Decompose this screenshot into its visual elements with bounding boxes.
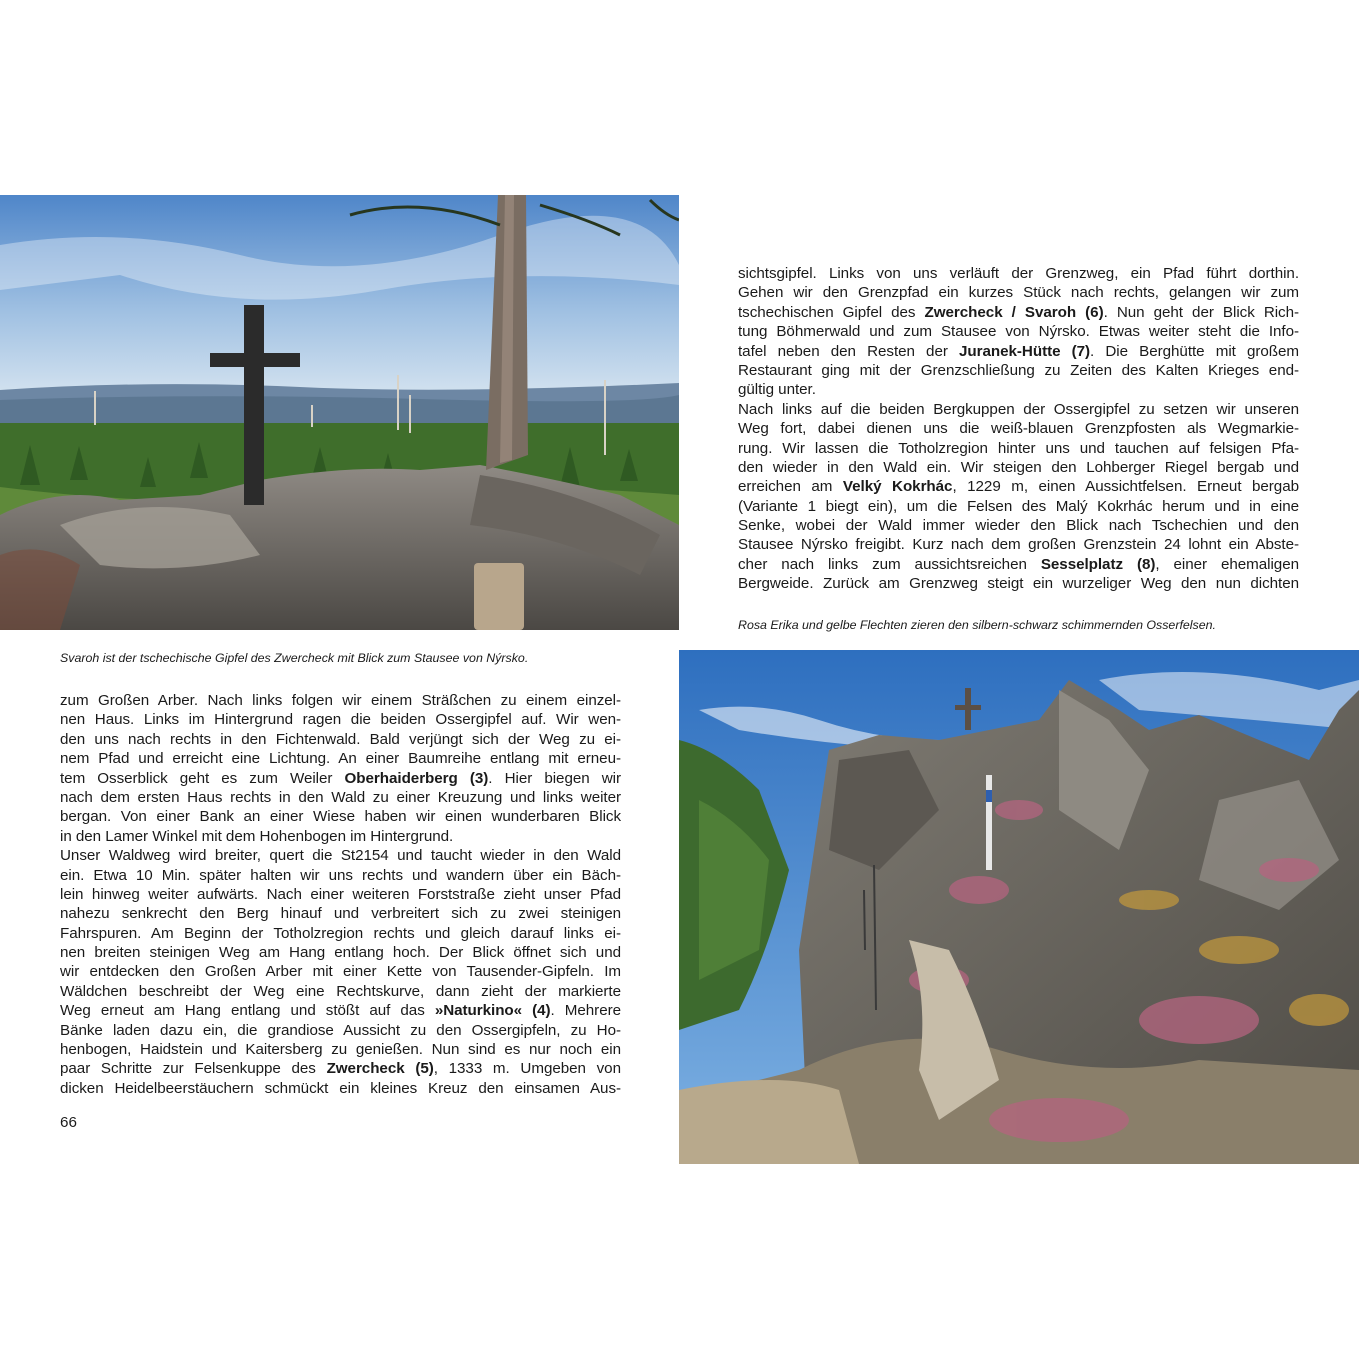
text-run: Fahrspuren. Am Beginn der Totholzregion rechts und gleich darauf links ei- <box>60 924 621 942</box>
text-line <box>60 943 621 962</box>
text-line <box>738 535 1299 554</box>
photo-summit-cross <box>0 195 679 630</box>
bold-waypoint-label: Zwercheck / Svaroh (6) <box>924 303 1104 321</box>
body-text-right-column <box>738 264 1299 594</box>
text-run: Wäldchen beschreibt der Weg eine Rechtskurve, dann zieht der markierte <box>60 982 621 1000</box>
text-run: Restaurant ging mit der Grenzschließung zu Zeiten des Kalten Krieges end- <box>738 361 1299 379</box>
text-run: Bänke laden dazu ein, die grandiose Aussicht zu den Ossergipfeln, zu Ho- <box>60 1021 621 1039</box>
text-line <box>738 477 1299 496</box>
bold-waypoint-label: Juranek-Hütte (7) <box>959 342 1091 360</box>
text-line <box>60 1040 621 1059</box>
text-run: Senke, wobei der Wald immer wieder den Blick nach Tschechien und den <box>738 517 1299 535</box>
bold-waypoint-label: »Naturkino« (4) <box>434 1002 551 1020</box>
text-line <box>60 1021 621 1040</box>
text-run: nach dem ersten Haus rechts in den Wald zu einer Kreuzung und links weiter <box>60 788 621 806</box>
text-line <box>738 283 1299 302</box>
text-run: nahezu senkrecht den Berg hinauf und verbreitert sich zu zwei steinigen <box>60 905 621 923</box>
text-run: . Nun geht der Blick Rich- <box>1103 303 1299 321</box>
text-line <box>60 982 621 1001</box>
text-line <box>738 264 1299 283</box>
body-text-left-column <box>60 691 621 1098</box>
bold-waypoint-label: Zwercheck (5) <box>326 1060 434 1078</box>
text-run: nem Pfad und erreicht eine Lichtung. An einer Baumreihe entlang mit erneu- <box>60 750 621 768</box>
text-run: Bergweide. Zurück am Grenzweg steigt ein wurzeliger Weg den nun dichten <box>738 575 1299 593</box>
text-run: den uns nach rechts in den Fichtenwald. Bald verjüngt sich der Weg zu ei- <box>60 730 621 748</box>
text-run: , 1333 m. Umgeben von <box>433 1060 621 1078</box>
photo-caption-right: Rosa Erika und gelbe Flechten zieren den silbern-schwarz schimmernden Osserfelsen. <box>738 618 1216 632</box>
text-run: lein hinweg weiter aufwärts. Nach einer weiteren Forststraße zieht unser Pfad <box>60 885 621 903</box>
text-run: dicken Heidelbeerstäuchern schmückt ein kleines Kreuz den einsamen Aus- <box>60 1079 621 1097</box>
text-run: henbogen, Haidstein und Kaitersberg zu genießen. Nun sind es nur noch ein <box>60 1041 621 1059</box>
page-number: 66 <box>60 1114 77 1131</box>
photo-caption-left: Svaroh ist der tschechische Gipfel des Zwercheck mit Blick zum Stausee von Nýrsko. <box>60 651 529 665</box>
text-line <box>60 691 621 710</box>
text-run: tung Böhmerwald und zum Stausee von Nýrsko. Etwas weiter steht die Info- <box>738 323 1299 341</box>
text-line <box>738 497 1299 516</box>
photo-osser-rocks <box>679 650 1359 1164</box>
text-line <box>738 342 1299 361</box>
text-line <box>60 962 621 981</box>
text-run: Weg fort, dabei dienen uns die weiß-blauen Grenzpfosten als Wegmarkie- <box>738 420 1299 438</box>
text-line <box>60 885 621 904</box>
text-run: paar Schritte zur Felsenkuppe des <box>60 1060 327 1078</box>
text-line <box>60 1001 621 1020</box>
text-run: , 1229 m, einen Aussichtfelsen. Erneut bergab <box>952 478 1299 496</box>
text-run: den wieder in den Wald ein. Wir steigen den Lohberger Riegel bergab und <box>738 458 1299 476</box>
text-line <box>60 827 621 846</box>
text-line <box>60 904 621 923</box>
text-run: tem Osserblick geht es zum Weiler <box>60 769 345 787</box>
text-line <box>738 439 1299 458</box>
text-line <box>60 1079 621 1098</box>
text-run: (Variante 1 biegt ein), um die Felsen des Malý Kokrhác herum und in eine <box>738 497 1299 515</box>
text-run: Unser Waldweg wird breiter, quert die St2154 und taucht wieder in den Wald <box>60 847 621 865</box>
text-line <box>738 380 1299 399</box>
text-line <box>60 807 621 826</box>
text-line <box>60 749 621 768</box>
text-run: ein. Etwa 10 Min. später halten wir uns rechts und wandern über ein Bäch- <box>60 866 621 884</box>
text-run: erreichen am <box>738 478 843 496</box>
text-run: zum Großen Arber. Nach links folgen wir einem Sträßchen zu einem einzel- <box>60 692 621 709</box>
text-run: nen breiten steinigen Weg am Hang entlang hoch. Der Blick öffnet sich und <box>60 944 621 962</box>
text-run: cher nach links zum aussichtsreichen <box>738 555 1041 573</box>
bold-waypoint-label: Oberhaiderberg (3) <box>344 769 489 787</box>
text-line <box>738 574 1299 593</box>
text-run: tschechischen Gipfel des <box>738 303 925 321</box>
text-line <box>738 361 1299 380</box>
text-line <box>60 769 621 788</box>
text-run: bergan. Von einer Bank an einer Wiese haben wir einen wunderbaren Blick <box>60 808 621 826</box>
text-line <box>738 322 1299 341</box>
text-run: rung. Wir lassen die Totholzregion hinter uns und tauchen auf felsigen Pfa- <box>738 439 1299 457</box>
text-line <box>60 866 621 885</box>
text-line <box>738 400 1299 419</box>
text-run: gültig unter. <box>738 381 816 399</box>
text-line <box>60 846 621 865</box>
text-run: , einer ehemaligen <box>1155 555 1299 573</box>
text-run: tafel neben den Resten der <box>738 342 960 360</box>
text-run: wir entdecken den Großen Arber mit einer Kette von Tausender-Gipfeln. Im <box>60 963 621 981</box>
bold-waypoint-label: Velký Kokrhác <box>842 478 953 496</box>
text-run: sichtsgipfel. Links von uns verläuft der Grenzweg, ein Pfad führt dorthin. <box>738 265 1299 282</box>
text-run: nen Haus. Links im Hintergrund ragen die beiden Ossergipfel auf. Wir wen- <box>60 711 621 729</box>
text-line <box>60 924 621 943</box>
text-line <box>738 555 1299 574</box>
text-line <box>738 419 1299 438</box>
text-line <box>60 788 621 807</box>
text-line <box>738 303 1299 322</box>
text-line <box>738 458 1299 477</box>
text-run: Gehen wir den Grenzpfad ein kurzes Stück nach rechts, gelangen wir zum <box>738 284 1299 302</box>
text-run: . Die Berghütte mit großem <box>1090 342 1299 360</box>
text-line <box>60 1059 621 1078</box>
text-line <box>60 730 621 749</box>
text-run: Weg erneut am Hang entlang und stößt auf das <box>60 1002 435 1020</box>
text-line <box>60 710 621 729</box>
text-run: . Hier biegen wir <box>488 769 621 787</box>
bold-waypoint-label: Sesselplatz (8) <box>1040 555 1156 573</box>
text-run: . Mehrere <box>550 1002 621 1020</box>
text-run: in den Lamer Winkel mit dem Hohenbogen im Hintergrund. <box>60 827 454 845</box>
text-line <box>738 516 1299 535</box>
text-run: Nach links auf die beiden Bergkuppen der Ossergipfel zu setzen wir unseren <box>738 400 1299 418</box>
text-run: Stausee Nýrsko freigibt. Kurz nach dem großen Grenzstein 24 lohnt ein Abste- <box>738 536 1299 554</box>
